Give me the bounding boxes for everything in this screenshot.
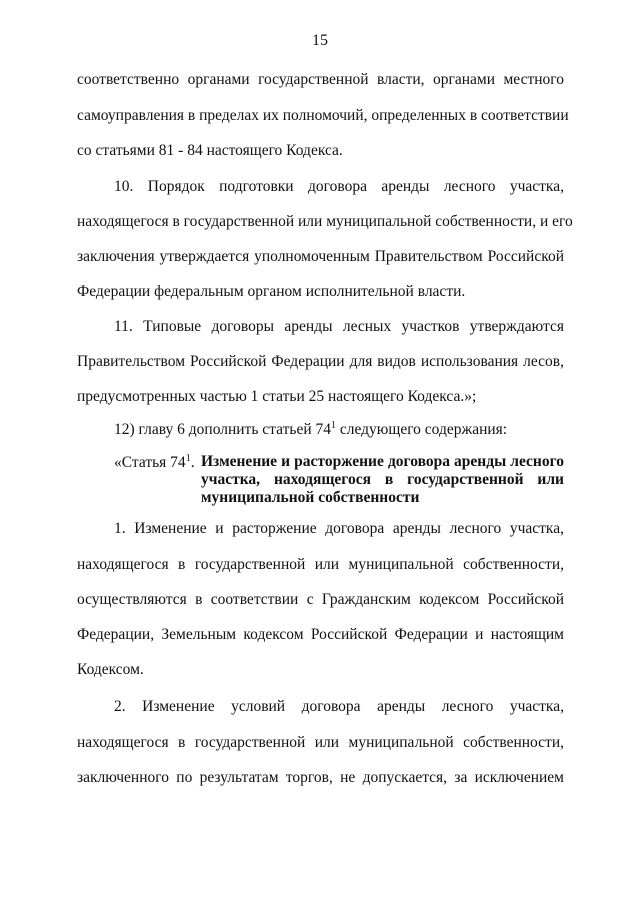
text-line: находящегося в государственной или муниципальной собственности,: [77, 556, 564, 573]
text-line: со статьями 81 - 84 настоящего Кодекса.: [77, 142, 343, 159]
paragraph-11-line: 11. Типовые договоры аренды лесных участков утверждаются: [114, 318, 564, 335]
text-line: находящегося в государственной или муниципальной собственности,: [77, 734, 564, 751]
article-title-line: муниципальной собственности: [201, 489, 420, 506]
text-line: осуществляются в соответствии с Гражданским кодексом Российской: [77, 591, 564, 608]
article-title: [201, 453, 564, 507]
text-line: соответственно органами государственной власти, органами местного: [77, 71, 564, 88]
text-line: Федерации федеральным органом исполнительной власти.: [77, 283, 466, 300]
text-line: находящегося в государственной или муниципальной собственности, и его: [77, 213, 573, 230]
text-line: заключенного по результатам торгов, не допускается, за исключением: [77, 769, 564, 786]
article-paragraph-1-line: 1. Изменение и расторжение договора аренды лесного участка,: [114, 520, 564, 537]
text-line: заключения утверждается уполномоченным Правительством Российской: [77, 248, 564, 265]
article-paragraph-2-line: 2. Изменение условий договора аренды лесного участка,: [114, 698, 564, 715]
item-12-line: 12) главу 6 дополнить статьей $74^1$ следующего содержания:: [114, 419, 508, 438]
text-line: Правительством Российской Федерации для видов использования лесов,: [77, 353, 564, 370]
text-line: предусмотренных частью 1 статьи 25 настоящего Кодекса.»;: [77, 388, 477, 405]
article-title-line: участка, находящегося в государственной или: [201, 471, 564, 488]
article-title-line: Изменение и расторжение договора аренды лесного: [201, 453, 564, 470]
article-number: «Статья $74^1$.: [114, 452, 195, 471]
text-line: Федерации, Земельным кодексом Российской Федерации и настоящим: [77, 626, 564, 643]
text-line: Кодексом.: [77, 661, 144, 678]
page-number: 15: [312, 32, 328, 49]
paragraph-10-line: 10. Порядок подготовки договора аренды лесного участка,: [114, 178, 564, 195]
text-line: самоуправления в пределах их полномочий, определенных в соответствии: [77, 107, 569, 124]
